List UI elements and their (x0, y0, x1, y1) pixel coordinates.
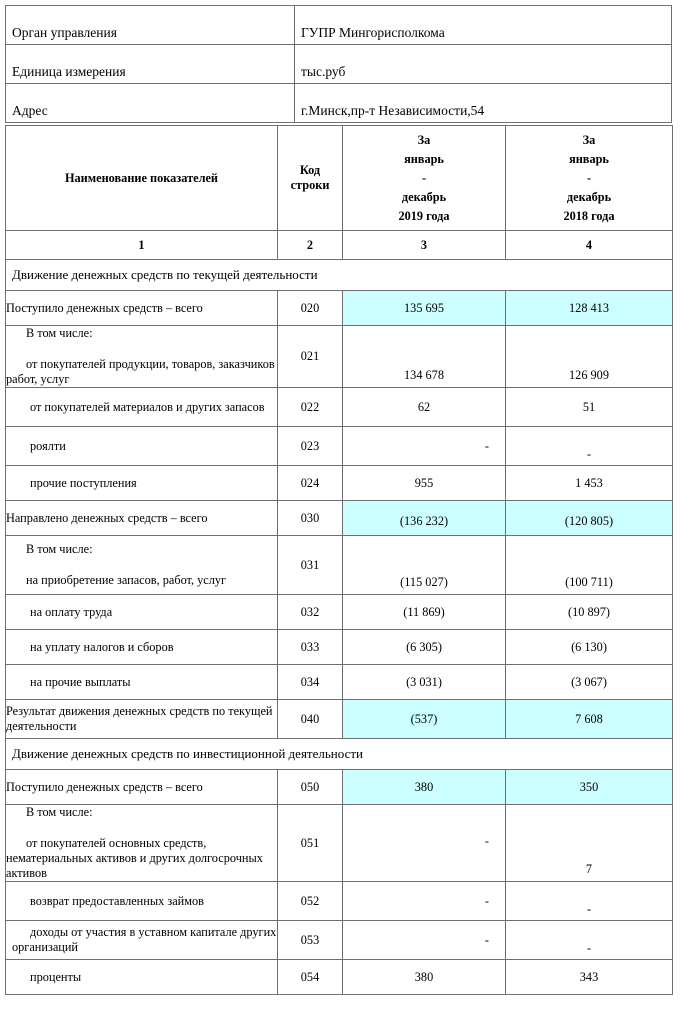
row-code-033: 033 (278, 630, 343, 665)
table-row (6, 388, 673, 427)
row-code-024: 024 (278, 466, 343, 501)
row-code-052: 052 (278, 882, 343, 921)
row-code-040: 040 (278, 700, 343, 739)
table-row (6, 665, 673, 700)
row-code-054: 054 (278, 960, 343, 995)
table-row (6, 960, 673, 995)
row-label-031 (6, 536, 278, 595)
row-value-2019-030: (136 232) (343, 501, 506, 536)
row-code-line-2: строки (290, 178, 330, 192)
table-row (6, 466, 673, 501)
row-label-040: Результат движения денежных средств по текущей деятельности (6, 700, 278, 739)
table-row (6, 6, 672, 45)
period-2019-year: 2019 года (398, 208, 450, 223)
row-code-020: 020 (278, 291, 343, 326)
row-value-2019-032: (11 869) (343, 595, 506, 630)
row-code-032: 032 (278, 595, 343, 630)
table-row (6, 427, 673, 466)
row-label-020: Поступило денежных средств – всего (6, 291, 278, 326)
row-value-2019-024: 955 (343, 466, 506, 501)
row-label-033: на уплату налогов и сборов (6, 630, 278, 665)
row-code-050: 050 (278, 770, 343, 805)
row-code-053: 053 (278, 921, 343, 960)
row-label-051 (6, 805, 278, 882)
row-code-051: 051 (278, 805, 343, 882)
period-2019-line-4: декабрь (401, 189, 447, 204)
row-value-2018-051: 7 (506, 805, 673, 882)
table-row (6, 770, 673, 805)
period-2018-year: 2018 года (563, 208, 615, 223)
period-2018-line-4: декабрь (566, 189, 612, 204)
column-header-period-2019 (343, 126, 506, 231)
table-row (6, 326, 673, 388)
row-code-line-1: Код (299, 163, 321, 177)
column-number-2: 2 (278, 231, 343, 260)
row-label-053: доходы от участия в уставном капитале других организаций (6, 921, 278, 960)
row-value-2018-034: (3 067) (506, 665, 673, 700)
period-2019-line-2: январь (404, 151, 444, 166)
table-row (6, 291, 673, 326)
row-code-034: 034 (278, 665, 343, 700)
row-value-2019-022: 62 (343, 388, 506, 427)
row-value-2019-053: - (343, 921, 506, 960)
table-row (6, 595, 673, 630)
row-label-021-text: от покупателей продукции, товаров, заказчиков работ, услуг (6, 357, 275, 386)
section-header-investing-activities (6, 739, 673, 770)
row-code-031: 031 (278, 536, 343, 595)
row-label-022: от покупателей материалов и других запасов (6, 388, 278, 427)
row-value-2018-033: (6 130) (506, 630, 673, 665)
table-row (6, 921, 673, 960)
row-code-030: 030 (278, 501, 343, 536)
period-2019-dash: - (421, 170, 427, 185)
row-label-051-text: от покупателей основных средств, нематериальных активов и других долгосрочных активов (6, 836, 263, 880)
row-value-2019-020: 135 695 (343, 291, 506, 326)
period-2018-line-2: январь (569, 151, 609, 166)
table-row (6, 700, 673, 739)
info-label-unit-of-measure: Единица измерения (6, 45, 295, 84)
row-label-052: возврат предоставленных займов (6, 882, 278, 921)
row-value-2019-052: - (343, 882, 506, 921)
row-label-031-text: на приобретение запасов, работ, услуг (26, 573, 227, 587)
info-label-address: Адрес (6, 84, 295, 123)
column-number-row (6, 231, 673, 260)
period-2019-line-1: За (417, 132, 431, 147)
row-value-2018-024: 1 453 (506, 466, 673, 501)
row-value-2019-023: - (343, 427, 506, 466)
row-value-2019-021: 134 678 (343, 326, 506, 388)
table-row (6, 882, 673, 921)
section-header-label: Движение денежных средств по текущей деятельности (6, 260, 673, 291)
row-value-2018-022: 51 (506, 388, 673, 427)
row-code-022: 022 (278, 388, 343, 427)
row-label-030: Направлено денежных средств – всего (6, 501, 278, 536)
column-header-row-code (278, 126, 343, 231)
row-value-2018-054: 343 (506, 960, 673, 995)
table-row (6, 630, 673, 665)
table-row (6, 45, 672, 84)
row-label-050: Поступило денежных средств – всего (6, 770, 278, 805)
included-label-investing: В том числе: (26, 805, 93, 819)
table-row (6, 536, 673, 595)
period-2018-dash: - (586, 170, 592, 185)
period-2018-line-1: За (582, 132, 596, 147)
row-value-2019-054: 380 (343, 960, 506, 995)
row-label-024: прочие поступления (6, 466, 278, 501)
row-value-2018-040: 7 608 (506, 700, 673, 739)
column-header-period-2018 (506, 126, 673, 231)
included-label-outflow: В том числе: (26, 542, 93, 556)
row-label-054: проценты (6, 960, 278, 995)
info-value-management-body: ГУПР Мингорисполкома (295, 6, 672, 45)
row-label-021 (6, 326, 278, 388)
column-number-4: 4 (506, 231, 673, 260)
row-value-2018-050: 350 (506, 770, 673, 805)
table-row (6, 805, 673, 882)
section-header-operating-activities (6, 260, 673, 291)
row-value-2019-050: 380 (343, 770, 506, 805)
row-value-2018-032: (10 897) (506, 595, 673, 630)
row-label-034: на прочие выплаты (6, 665, 278, 700)
info-value-unit-of-measure: тыс.руб (295, 45, 672, 84)
included-label-operating: В том числе: (26, 326, 93, 340)
table-row (6, 501, 673, 536)
table-header-row (6, 126, 673, 231)
organization-info-table (5, 5, 672, 123)
row-value-2018-020: 128 413 (506, 291, 673, 326)
column-header-indicator-name: Наименование показателей (6, 126, 278, 231)
section-header-label: Движение денежных средств по инвестиционной деятельности (6, 739, 673, 770)
row-value-2019-040: (537) (343, 700, 506, 739)
row-code-021: 021 (278, 326, 343, 388)
row-value-2019-034: (3 031) (343, 665, 506, 700)
row-code-023: 023 (278, 427, 343, 466)
row-value-2018-030: (120 805) (506, 501, 673, 536)
row-label-032: на оплату труда (6, 595, 278, 630)
row-value-2019-033: (6 305) (343, 630, 506, 665)
row-value-2018-052: - (506, 882, 673, 921)
info-label-management-body: Орган управления (6, 6, 295, 45)
info-value-address: г.Минск,пр-т Независимости,54 (295, 84, 672, 123)
row-value-2019-051: - (343, 805, 506, 882)
row-value-2018-023: - (506, 427, 673, 466)
row-value-2018-031: (100 711) (506, 536, 673, 595)
column-number-3: 3 (343, 231, 506, 260)
column-number-1: 1 (6, 231, 278, 260)
row-label-023: роялти (6, 427, 278, 466)
row-value-2019-031: (115 027) (343, 536, 506, 595)
cash-flow-statement-table (5, 125, 673, 995)
table-row (6, 84, 672, 123)
row-value-2018-021: 126 909 (506, 326, 673, 388)
row-value-2018-053: - (506, 921, 673, 960)
